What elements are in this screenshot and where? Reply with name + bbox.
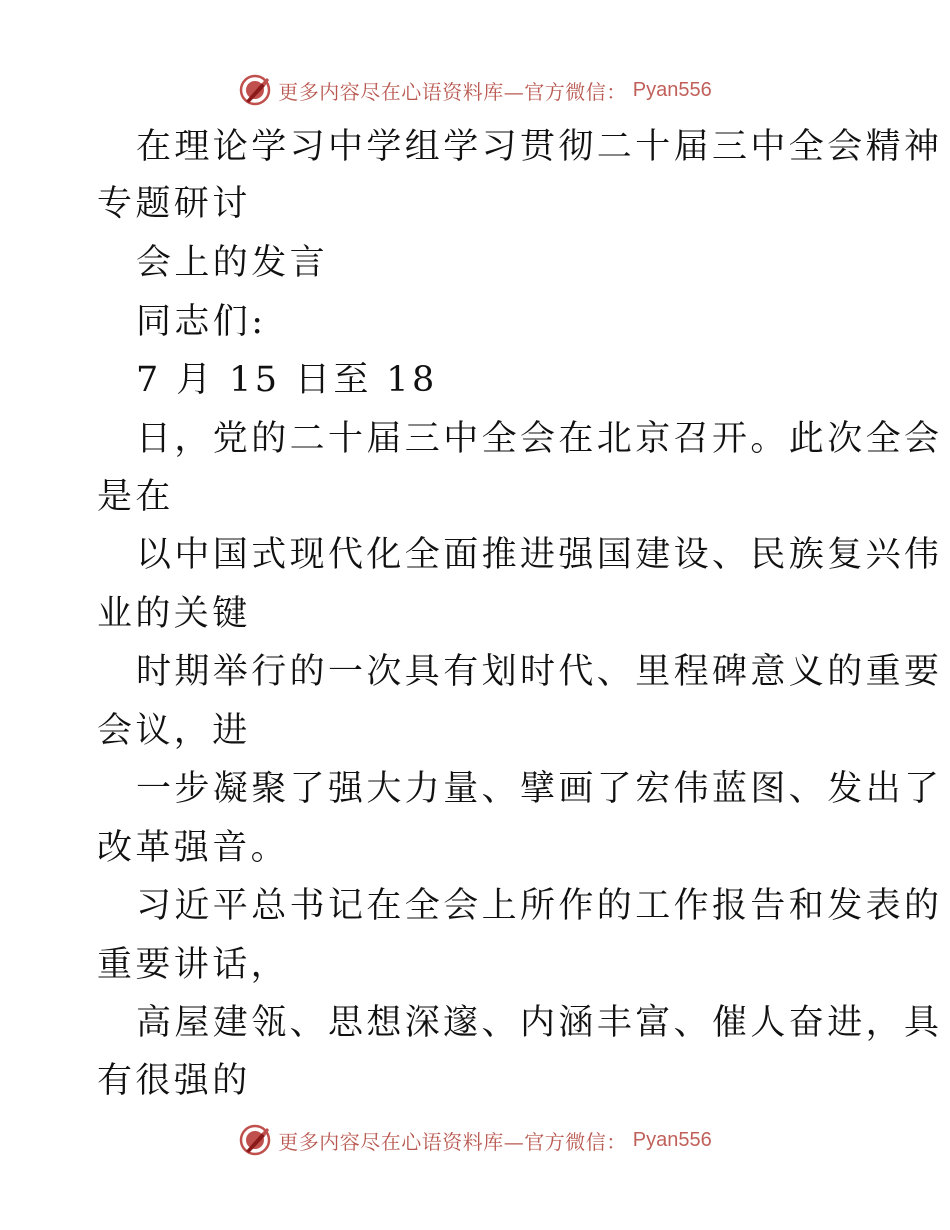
paragraph-line: 会议，进 (97, 711, 251, 751)
paragraph-line: 习近平总书记在全会上所作的工作报告和发表的 (136, 886, 943, 926)
paragraph-line: 会上的发言 (136, 243, 329, 283)
paragraph-line: 日，党的二十届三中全会在北京召开。此次全会 (136, 419, 943, 459)
paragraph-line: 在理论学习中学组学习贯彻二十届三中全会精神 (136, 127, 943, 167)
pen-logo-icon (238, 73, 272, 107)
watermark-text: 更多内容尽在心语资料库—官方微信： (278, 79, 627, 104)
paragraph-line: 业的关键 (97, 594, 251, 634)
paragraph-line: 以中国式现代化全面推进强国建设、民族复兴伟 (136, 535, 943, 575)
paragraph-line: 时期举行的一次具有划时代、里程碑意义的重要 (136, 652, 943, 692)
paragraph-line: 是在 (97, 477, 174, 517)
footer-watermark (0, 1120, 950, 1160)
paragraph-line: 有很强的 (97, 1061, 251, 1101)
paragraph-line: 重要讲话， (97, 945, 290, 985)
watermark-text: 更多内容尽在心语资料库—官方微信： (278, 1129, 627, 1154)
watermark-wechat-id: Pyan556 (632, 1128, 712, 1151)
paragraph-line: 改革强音。 (97, 828, 290, 868)
paragraph-line: 同志们: (136, 302, 267, 342)
pen-logo-icon (238, 1123, 272, 1157)
watermark-wechat-id: Pyan556 (632, 78, 712, 101)
paragraph-line: 7 月 15 日至 18 (136, 360, 438, 400)
paragraph-line: 专题研讨 (97, 184, 251, 224)
header-watermark (0, 70, 950, 110)
paragraph-line: 高屋建瓴、思想深邃、内涵丰富、催人奋进，具 (136, 1003, 943, 1043)
paragraph-line: 一步凝聚了强大力量、擘画了宏伟蓝图、发出了 (136, 769, 943, 809)
